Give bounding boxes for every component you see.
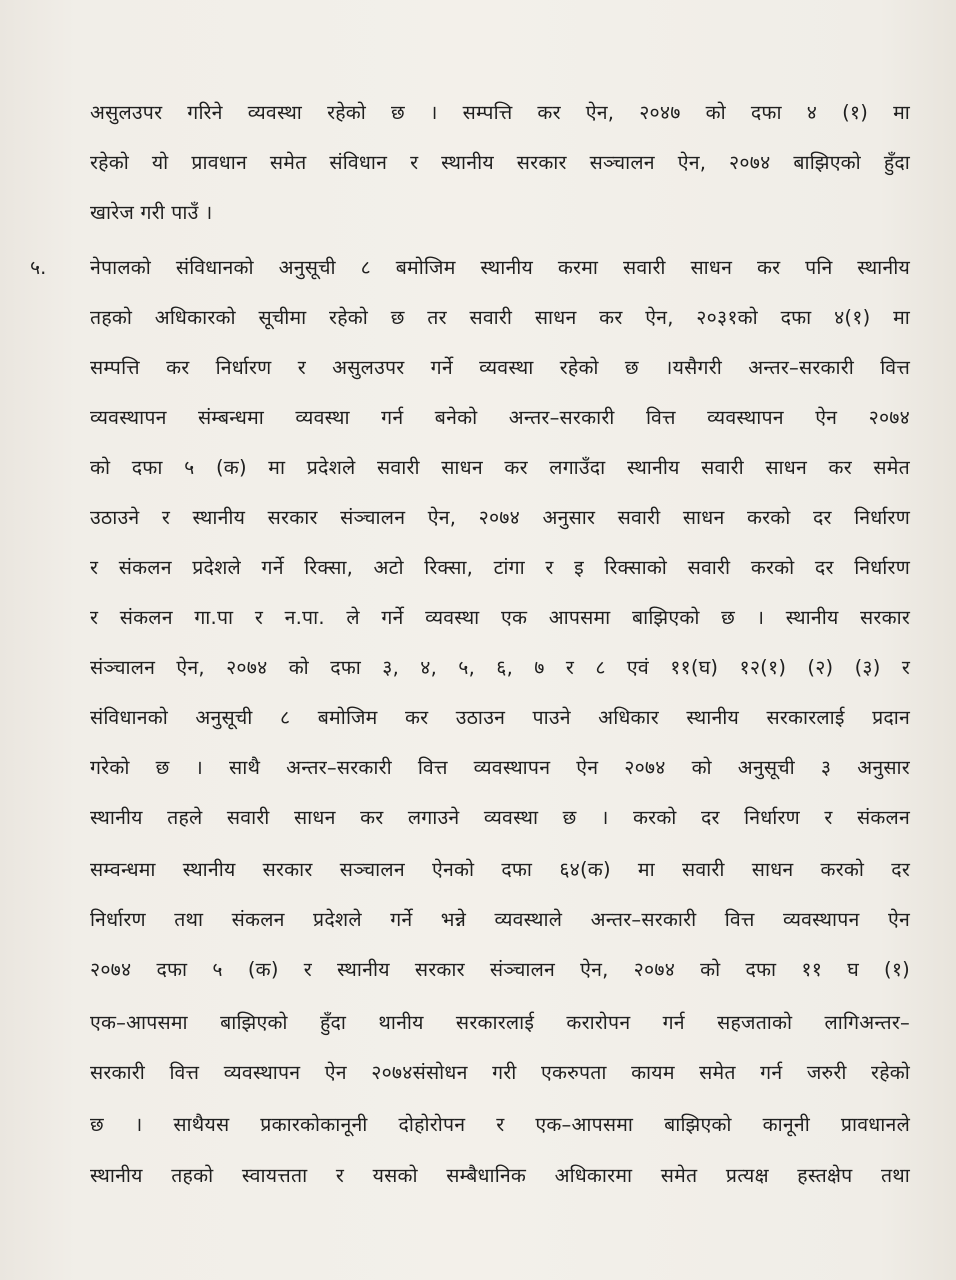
para5-line-7: र संकलन प्रदेशले गर्ने रिक्सा, अटो रिक्सा, टांगा र इ रिक्साको सवारी करको दर निर्धारण bbox=[90, 556, 910, 579]
para5-line-2: तहको अधिकारको सूचीमा रहेको छ तर सवारी साधन कर ऐन, २०३१को दफा ४(१) मा bbox=[90, 306, 910, 329]
para5-line-3: सम्पत्ति कर निर्धारण र असुलउपर गर्ने व्यवस्था रहेको छ ।यसैगरी अन्तर–सरकारी वित्त bbox=[90, 356, 910, 379]
para5-line-8: र संकलन गा.पा र न.पा. ले गर्ने व्यवस्था एक आपसमा बाझिएको छ । स्थानीय सरकार bbox=[90, 606, 910, 629]
paragraph-number-5: ५. bbox=[30, 256, 47, 279]
para4-line-3: खारेज गरी पाउँ । bbox=[90, 201, 213, 224]
para5-line-6: उठाउने र स्थानीय सरकार संञ्चालन ऐन, २०७४ अनुसार सवारी साधन करको दर निर्धारण bbox=[90, 506, 910, 529]
para5-line-15: २०७४ दफा ५ (क) र स्थानीय सरकार संञ्चालन ऐन, २०७४ को दफा ११ घ (१) bbox=[90, 958, 910, 981]
para5-line-18: छ । साथैयस प्रकारकोकानूनी दोहोरोपन र एक–आपसमा बाझिएको कानूनी प्रावधानले bbox=[90, 1113, 910, 1136]
para5-line-10: संविधानको अनुसूची ८ बमोजिम कर उठाउन पाउने अधिकार स्थानीय सरकारलाई प्रदान bbox=[90, 706, 910, 729]
para5-line-12: स्थानीय तहले सवारी साधन कर लगाउने व्यवस्था छ । करको दर निर्धारण र संकलन bbox=[90, 806, 910, 829]
para5-line-4: व्यवस्थापन संम्बन्धमा व्यवस्था गर्न बनेको अन्तर–सरकारी वित्त व्यवस्थापन ऐन २०७४ bbox=[90, 406, 910, 429]
para5-line-5: को दफा ५ (क) मा प्रदेशले सवारी साधन कर लगाउँदा स्थानीय सवारी साधन कर समेत bbox=[90, 456, 910, 479]
para5-line-19: स्थानीय तहको स्वायत्तता र यसको सम्बैधानिक अधिकारमा समेत प्रत्यक्ष हस्तक्षेप तथा bbox=[90, 1164, 910, 1187]
para5-line-11: गरेको छ । साथै अन्तर–सरकारी वित्त व्यवस्थापन ऐन २०७४ को अनुसूची ३ अनुसार bbox=[90, 756, 910, 779]
para5-line-14: निर्धारण तथा संकलन प्रदेशले गर्ने भन्ने व्यवस्थाले अन्तर–सरकारी वित्त व्यवस्थापन ऐन bbox=[90, 908, 910, 931]
para5-line-16: एक–आपसमा बाझिएको हुँदा थानीय सरकारलाई करारोपन गर्न सहजताको लागिअन्तर– bbox=[90, 1011, 910, 1034]
para5-line-9: संञ्चालन ऐन, २०७४ को दफा ३, ४, ५, ६, ७ र ८ एवं ११(घ) १२(१) (२) (३) र bbox=[90, 656, 910, 679]
para4-line-1: असुलउपर गरिने व्यवस्था रहेको छ । सम्पत्ति कर ऐन, २०४७ को दफा ४ (१) मा bbox=[90, 101, 910, 124]
para5-line-17: सरकारी वित्त व्यवस्थापन ऐन २०७४संसोधन गरी एकरुपता कायम समेत गर्न जरुरी रहेको bbox=[90, 1061, 910, 1084]
para5-line-1: नेपालको संविधानको अनुसूची ८ बमोजिम स्थानीय करमा सवारी साधन कर पनि स्थानीय bbox=[90, 256, 910, 279]
para5-line-13: सम्वन्धमा स्थानीय सरकार सञ्चालन ऐनको दफा ६४(क) मा सवारी साधन करको दर bbox=[90, 858, 910, 881]
para4-line-2: रहेको यो प्रावधान समेत संविधान र स्थानीय सरकार सञ्चालन ऐन, २०७४ बाझिएको हुँदा bbox=[90, 151, 910, 174]
